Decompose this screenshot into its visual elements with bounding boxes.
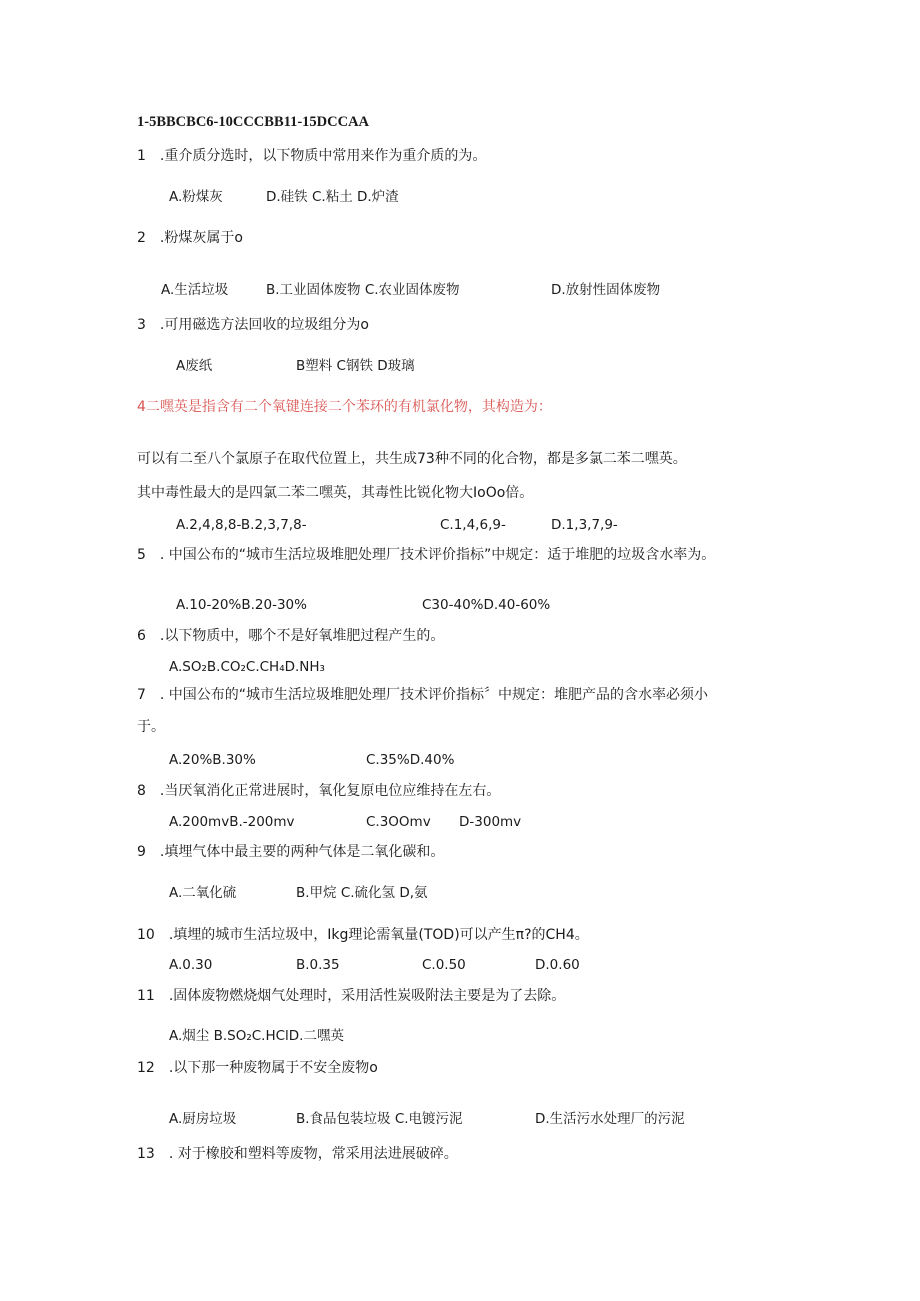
q7-option-ab: A.20%B.30% (169, 752, 256, 768)
q10-option-d: D.0.60 (535, 957, 580, 973)
q8-option-d: D-300mv (459, 814, 522, 830)
question-1: 1 .重介质分选时，以下物质中常用来作为重介质的为。 (137, 148, 487, 164)
question-12: 12 .以下那一种废物属于不安全废物o (137, 1060, 378, 1076)
q10-option-b: B.0.35 (296, 957, 340, 973)
q3-option-rest: B塑料 C钢铁 D玻璃 (296, 358, 415, 374)
q4-option-c: C.1,4,6,9- (440, 517, 506, 533)
q5-option-ab: A.10-20%B.20-30% (176, 597, 307, 613)
q12-option-d: D.生活污水处理厂的污泥 (535, 1111, 685, 1127)
question-7-cont: 于。 (137, 719, 165, 735)
q4-paragraph-2: 其中毒性最大的是四氯二苯二嘿英，其毒性比锐化物大IoOo倍。 (137, 485, 534, 501)
answer-key: 1-5BBCBC6-10CCCBB11-15DCCAA (137, 114, 370, 130)
q8-option-c: C.3OOmv (366, 814, 431, 830)
q11-options: A.烟尘 B.SO₂C.HClD.二嘿英 (169, 1028, 344, 1044)
question-4: 4二嘿英是指含有二个氧键连接二个苯环的有机氯化物，其构造为： (137, 399, 552, 415)
question-8: 8 .当厌氧消化正常进展时，氧化复原电位应维持在左右。 (137, 783, 501, 799)
q10-option-a: A.0.30 (169, 957, 213, 973)
q5-option-cd: C30-40%D.40-60% (422, 597, 551, 613)
question-6: 6 .以下物质中，哪个不是好氧堆肥过程产生的。 (137, 628, 445, 644)
q8-option-ab: A.200mvB.-200mv (169, 814, 295, 830)
q9-option-rest: B.甲烷 C.硫化氢 D,氨 (296, 885, 428, 901)
q1-option-a: A.粉煤灰 (169, 189, 223, 205)
question-7: 7 . 中国公布的“城市生活垃圾堆肥处理厂技术评价指标〞中规定：堆肥产品的含水率必须小 (137, 687, 709, 703)
q10-option-c: C.0.50 (422, 957, 466, 973)
q4-option-d: D.1,3,7,9- (551, 517, 618, 533)
q4-paragraph-1: 可以有二至八个氯原子在取代位置上，共生成73种不同的化合物，都是多氯二苯二嘿英。 (137, 451, 687, 467)
question-2: 2 .粉煤灰属于o (137, 230, 243, 246)
question-11: 11 .固体废物燃烧烟气处理时，采用活性炭吸附法主要是为了去除。 (137, 988, 566, 1004)
q9-option-a: A.二氧化硫 (169, 885, 237, 901)
question-10: 10 .填埋的城市生活垃圾中，Ikg理论需氧量(TOD)可以产生π?的CH4。 (137, 927, 589, 943)
q2-option-a: A.生活垃圾 (161, 282, 229, 298)
q3-option-a: A废纸 (176, 358, 213, 374)
question-5: 5 . 中国公布的“城市生活垃圾堆肥处理厂技术评价指标”中规定：适于堆肥的垃圾含水率为。 (137, 547, 716, 563)
q6-options: A.SO₂B.CO₂C.CH₄D.NH₃ (169, 659, 325, 675)
question-3: 3 .可用磁选方法回收的垃圾组分为o (137, 317, 369, 333)
q4-option-ab: A.2,4,8,8-B.2,3,7,8- (176, 517, 307, 533)
q2-option-d: D.放射性固体废物 (551, 282, 661, 298)
q2-option-bc: B.工业固体废物 C.农业固体废物 (266, 282, 460, 298)
q7-option-cd: C.35%D.40% (366, 752, 455, 768)
q1-option-rest: D.硅铁 C.粘土 D.炉渣 (266, 189, 399, 205)
q12-option-a: A.厨房垃圾 (169, 1111, 237, 1127)
question-13: 13 . 对于橡胶和塑料等废物，常采用法进展破碎。 (137, 1146, 458, 1162)
question-9: 9 .填埋气体中最主要的两种气体是二氧化碳和。 (137, 844, 445, 860)
q12-option-bc: B.食品包装垃圾 C.电镀污泥 (296, 1111, 463, 1127)
